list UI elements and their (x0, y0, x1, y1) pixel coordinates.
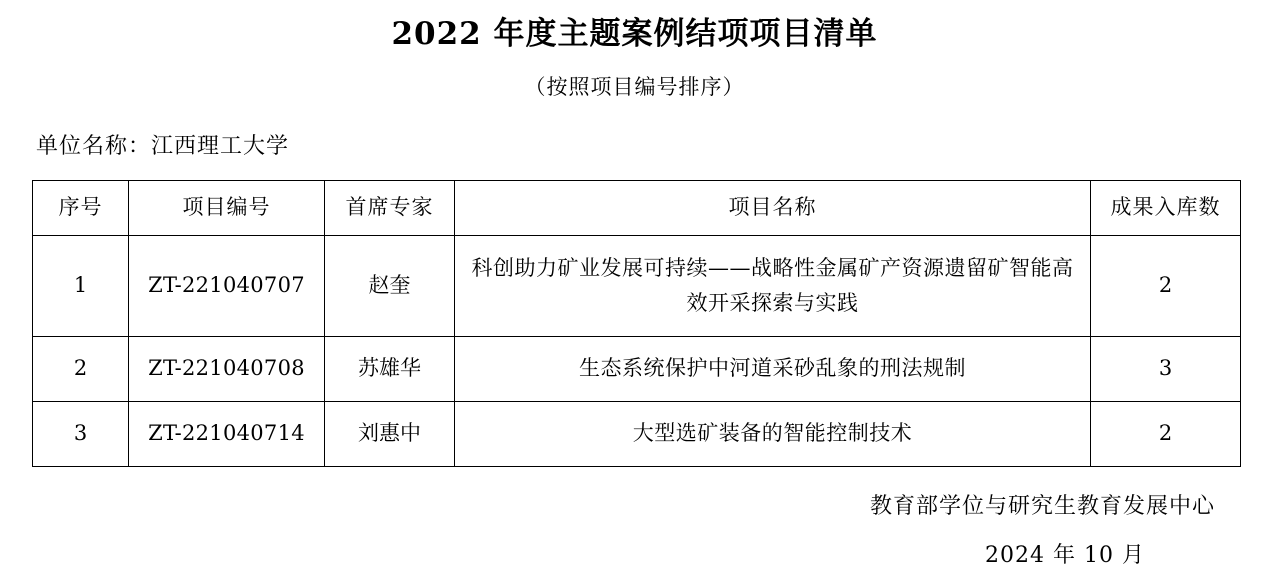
cell-code: ZT-221040708 (129, 337, 325, 402)
column-header-code: 项目编号 (129, 181, 325, 236)
cell-no: 2 (33, 337, 129, 402)
page-title: 2022 年度主题案例结项项目清单 (391, 16, 878, 52)
unit-name-line: 单位名称：江西理工大学 (36, 134, 290, 160)
cell-expert: 苏雄华 (325, 337, 455, 402)
column-header-name: 项目名称 (455, 181, 1091, 236)
document-page (0, 16, 1269, 574)
cell-no: 3 (33, 402, 129, 467)
table-row (33, 337, 1241, 402)
cell-code: ZT-221040714 (129, 402, 325, 467)
column-header-expert: 首席专家 (325, 181, 455, 236)
issuing-organization: 教育部学位与研究生教育发展中心 (869, 494, 1215, 520)
column-header-count: 成果入库数 (1091, 181, 1241, 236)
column-header-no: 序号 (33, 181, 129, 236)
cell-no: 1 (33, 236, 129, 337)
cell-name: 科创助力矿业发展可持续——战略性金属矿产资源遗留矿智能高效开采探索与实践 (455, 236, 1091, 337)
cell-count: 2 (1091, 236, 1241, 337)
issue-date: 2024 年 10 月 (985, 543, 1145, 569)
table-header-row (33, 181, 1241, 236)
cell-expert: 刘惠中 (325, 402, 455, 467)
cell-count: 2 (1091, 402, 1241, 467)
cell-count: 3 (1091, 337, 1241, 402)
document-footer (30, 489, 1239, 569)
cell-code: ZT-221040707 (129, 236, 325, 337)
table-row (33, 402, 1241, 467)
cell-name: 大型选矿装备的智能控制技术 (455, 402, 1091, 467)
project-list-table (32, 180, 1241, 467)
cell-name: 生态系统保护中河道采砂乱象的刑法规制 (455, 337, 1091, 402)
page-subtitle: （按照项目编号排序） (524, 75, 745, 100)
table-row (33, 236, 1241, 337)
cell-expert: 赵奎 (325, 236, 455, 337)
